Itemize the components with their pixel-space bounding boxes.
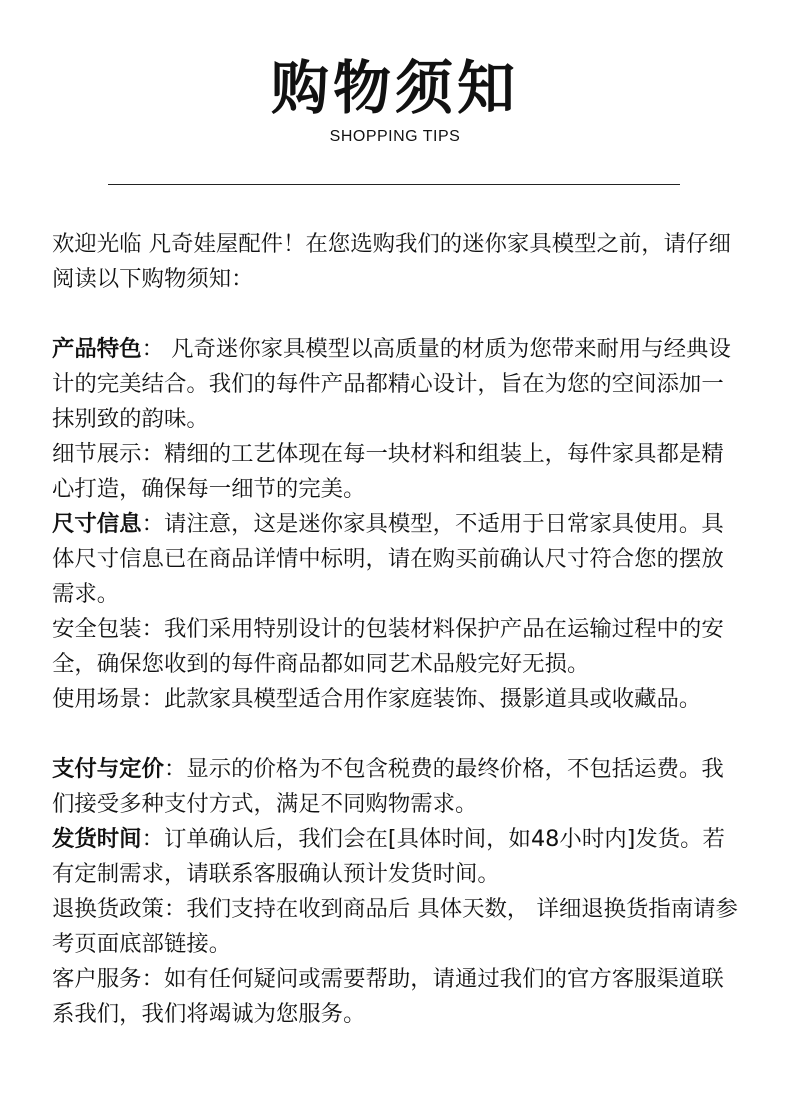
- tip-text: ：精细的工艺体现在每一块材料和组装上，每件家具都是精心打造，确保每一细节的完美。: [52, 441, 724, 502]
- tip-item: [52, 962, 742, 1032]
- tip-item: [52, 507, 742, 612]
- tip-text: ：我们支持在收到商品后 具体天数， 详细退换货指南请参考页面底部链接。: [52, 896, 738, 957]
- tip-item: [52, 612, 742, 682]
- order-section: [52, 752, 742, 1032]
- tip-label: 退换货政策: [52, 896, 164, 922]
- tip-label: 尺寸信息: [52, 511, 142, 537]
- tip-item: [52, 752, 742, 822]
- tip-label: 客户服务: [52, 966, 142, 992]
- tip-text: ：订单确认后，我们会在[具体时间，如48小时内]发货。若有定制需求，请联系客服确认预计发货时间。: [52, 826, 725, 887]
- tip-label: 产品特色: [52, 336, 142, 362]
- tip-label: 支付与定价: [52, 756, 164, 782]
- tip-text: ：我们采用特别设计的包装材料保护产品在运输过程中的安全，确保您收到的每件商品都如同艺术品般完好无损。: [52, 616, 724, 677]
- tip-label: 安全包装: [52, 616, 142, 642]
- tip-item: [52, 892, 742, 962]
- tip-text: ：请注意，这是迷你家具模型，不适用于日常家具使用。具体尺寸信息已在商品详情中标明，请在购买前确认尺寸符合您的摆放需求。: [52, 511, 724, 607]
- tip-item: [52, 682, 742, 717]
- tip-text: ：显示的价格为不包含税费的最终价格，不包括运费。我们接受多种支付方式，满足不同购物需求。: [52, 756, 724, 817]
- page-title: 购物须知: [270, 54, 519, 122]
- tip-item: [52, 437, 742, 507]
- tip-item: [52, 822, 742, 892]
- tip-text: ： 凡奇迷你家具模型以高质量的材质为您带来耐用与经典设计的完美结合。我们的每件产品都精心设计，旨在为您的空间添加一抹别致的韵味。: [52, 336, 731, 432]
- product-section: [52, 332, 742, 717]
- tip-label: 细节展示: [52, 441, 142, 467]
- tip-text: ：此款家具模型适合用作家庭装饰、摄影道具或收藏品。: [141, 686, 702, 712]
- tip-text: ：如有任何疑问或需要帮助，请通过我们的官方客服渠道联系我们，我们将竭诚为您服务。: [52, 966, 724, 1027]
- divider: [108, 184, 680, 185]
- page-subtitle: SHOPPING TIPS: [329, 128, 461, 145]
- intro-text: 欢迎光临 凡奇娃屋配件！在您选购我们的迷你家具模型之前，请仔细阅读以下购物须知：: [52, 231, 731, 292]
- tip-label: 发货时间: [52, 826, 142, 852]
- tips-body: [52, 227, 742, 1032]
- tip-label: 使用场景: [52, 686, 142, 712]
- tip-item: [52, 332, 742, 437]
